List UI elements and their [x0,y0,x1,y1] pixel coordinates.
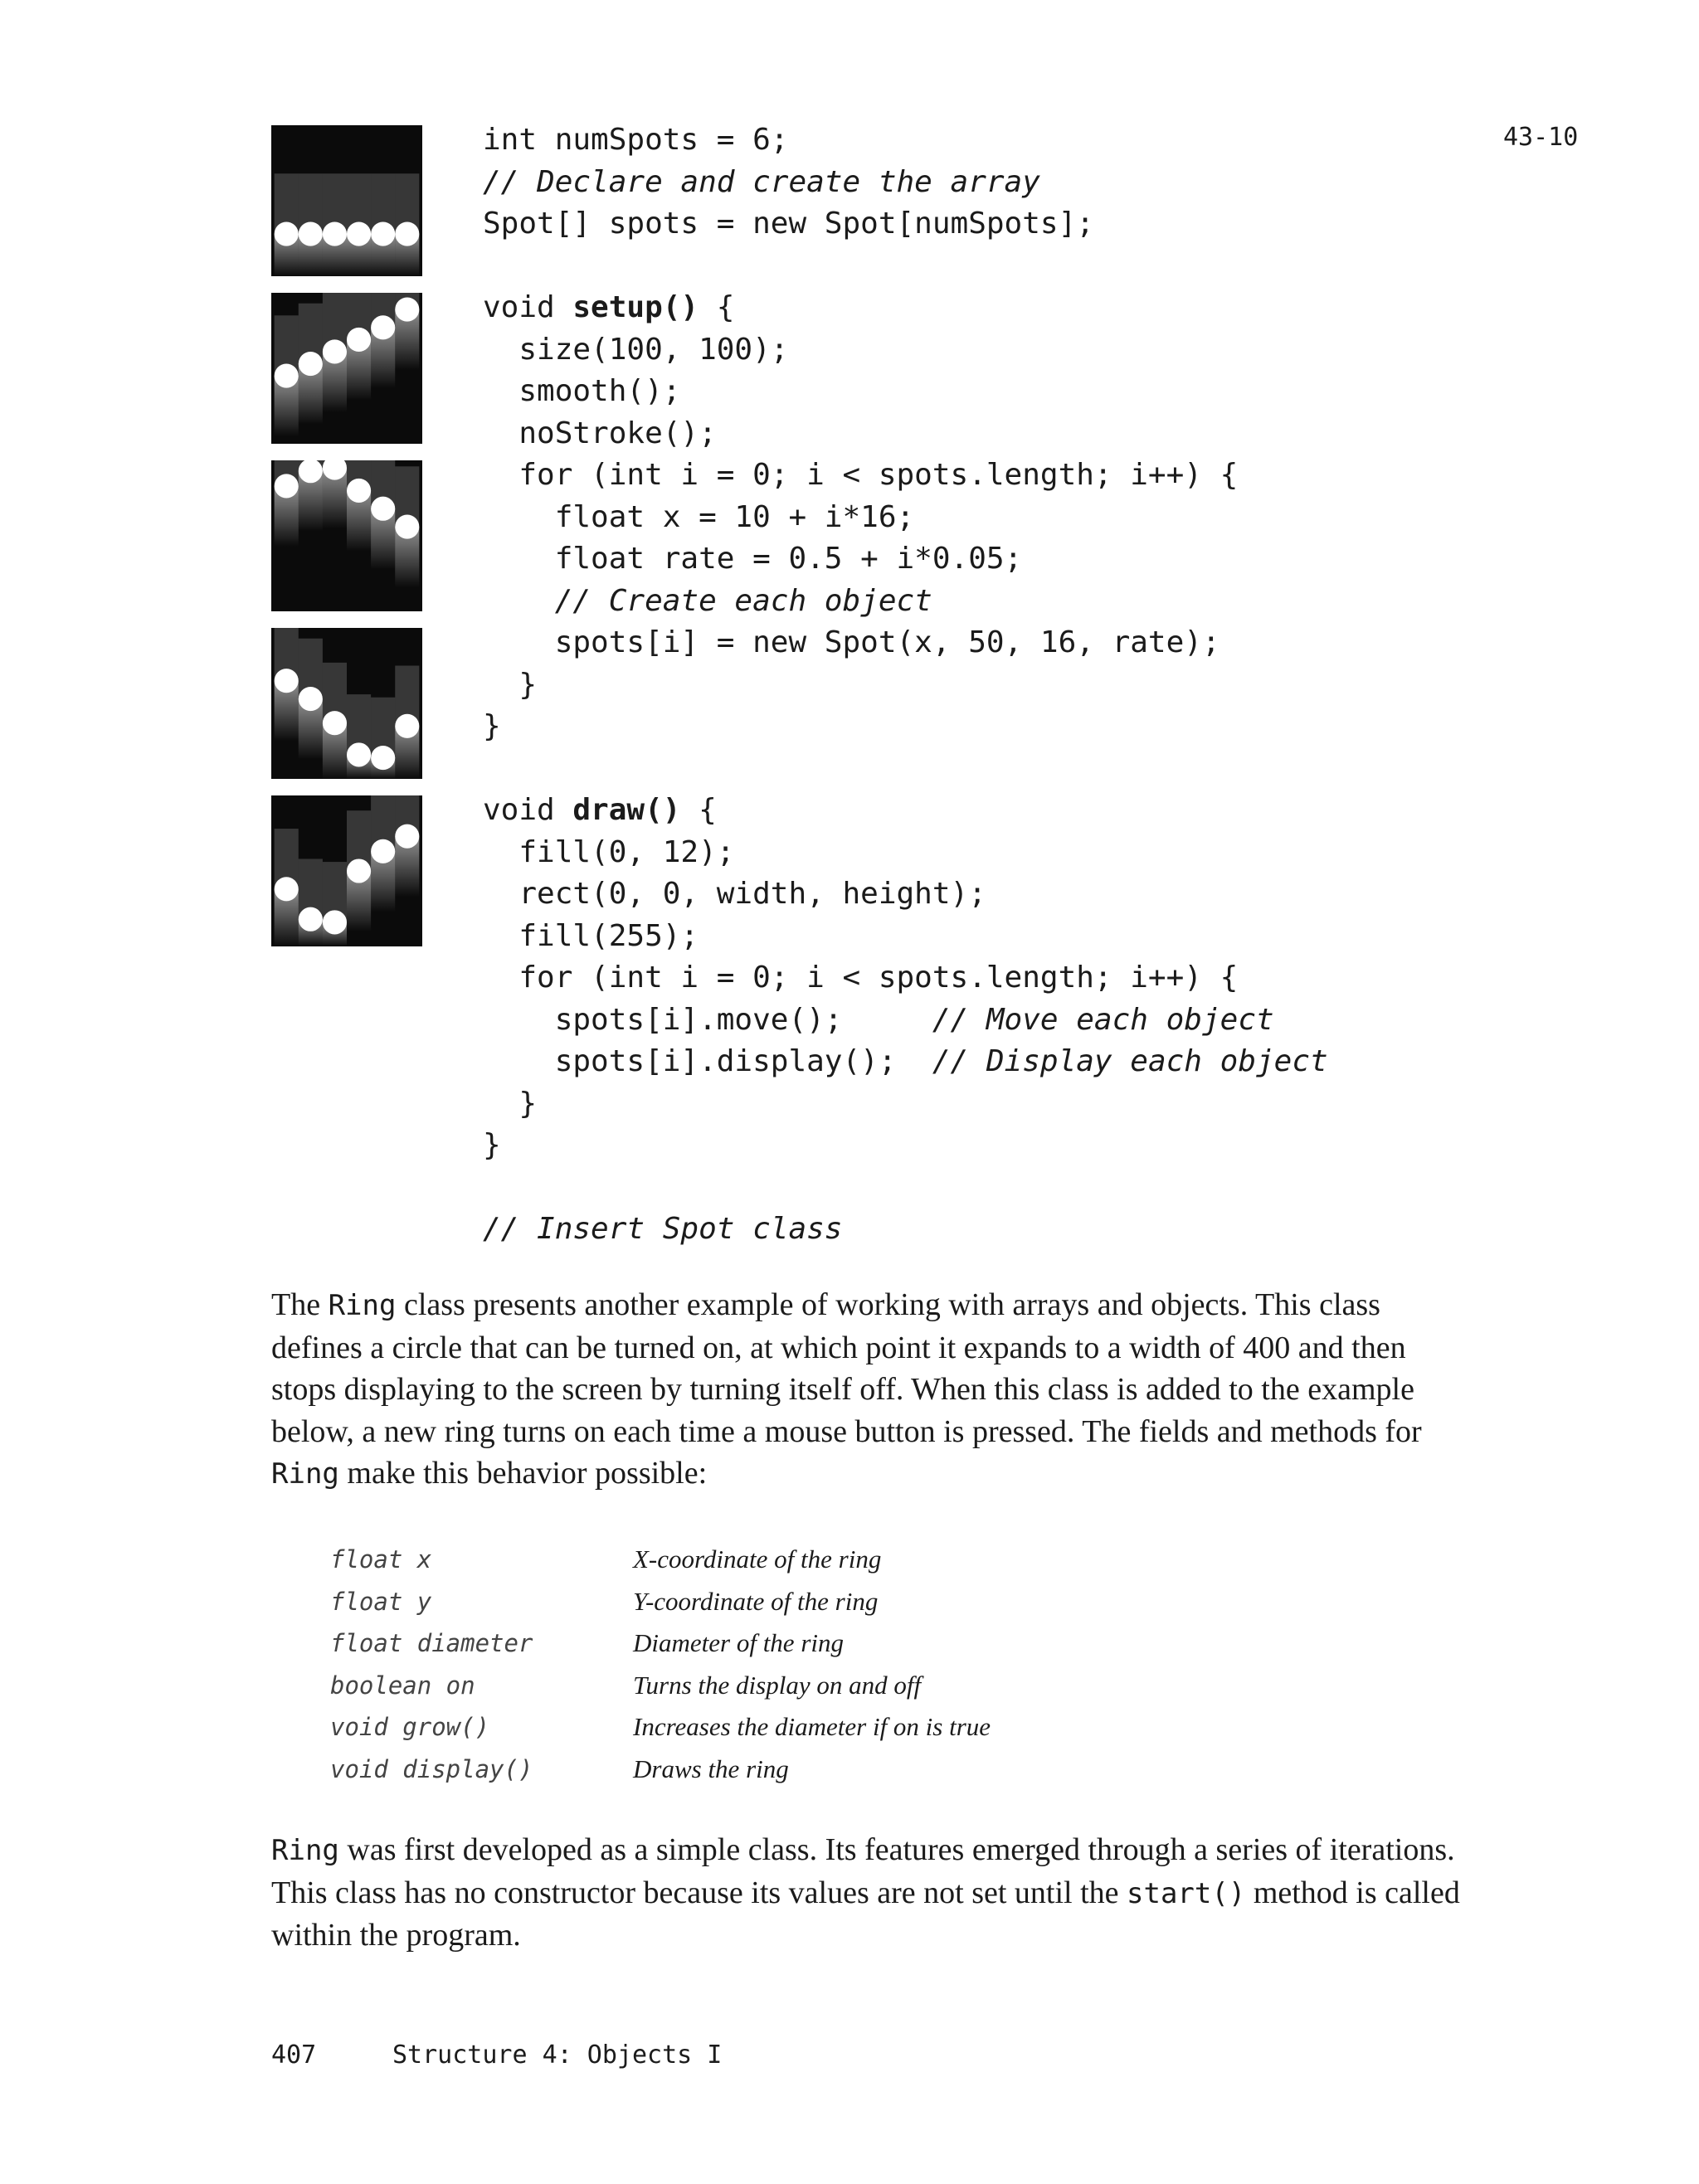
spot-circle [371,221,395,246]
field-signature: boolean on [330,1671,475,1700]
field-row [330,1706,991,1749]
paragraph-ring-intro [271,1284,1466,1496]
code-line [483,329,1328,372]
example-thumbnail [271,293,422,444]
spot-circle [347,479,371,503]
code-text: { [699,290,735,324]
code-line [483,916,1328,958]
spot-circle [371,839,395,863]
code-line [483,1041,1328,1083]
spot-circle [395,824,419,849]
paragraph-text: was first developed as a simple class. Its features emerged through a series of iterations. This class has no constructor because its values are not set until the [271,1832,1455,1910]
field-signature: void grow() [330,1713,490,1742]
spot-circle [395,515,419,539]
code-line [483,413,1328,455]
field-description: X-coordinate of the ring [633,1544,882,1574]
code-text: } [483,1086,538,1121]
code-line [483,622,1328,664]
code-text: rect(0, 0, width, height); [483,877,986,911]
code-line [483,1167,1328,1209]
field-row [330,1622,991,1665]
paragraph-ring-development [271,1829,1466,1957]
inline-code: Ring [271,1834,339,1867]
field-row [330,1665,991,1707]
paragraph-text: The [271,1287,329,1322]
code-line [483,581,1328,623]
field-description: Y-coordinate of the ring [633,1586,879,1616]
code-line [483,664,1328,707]
field-row [330,1749,991,1791]
field-row [330,1581,991,1623]
code-line [483,246,1328,288]
code-text: void [483,793,573,827]
code-text: for (int i = 0; i < spots.length; i++) { [483,458,1239,492]
code-line [483,957,1328,1000]
code-line [483,1083,1328,1126]
code-text: spots[i].display(); [483,1044,932,1078]
spot-circle [299,687,323,711]
inline-code: start() [1127,1876,1246,1910]
code-comment: // Move each object [932,1002,1274,1037]
code-text: Spot[] spots = new Spot[numSpots]; [483,207,1094,241]
code-comment: // Create each object [483,583,932,618]
spot-circle [347,859,371,883]
code-line [483,119,1328,162]
spot-circle [299,352,323,376]
spot-circle [299,907,323,931]
running-footer-section: Structure 4: Objects I [392,2041,723,2070]
code-text: fill(255); [483,918,699,953]
code-text: } [483,709,501,743]
field-signature: void display() [330,1754,533,1783]
code-function-name: setup() [572,290,699,324]
code-listing [483,119,1328,1251]
code-line [483,203,1328,246]
field-description: Increases the diameter if on is true [633,1712,991,1742]
spot-circle [275,474,299,498]
code-text: float rate = 0.5 + i*0.05; [483,542,1023,576]
code-line [483,1125,1328,1167]
spot-circle [275,364,299,388]
field-row [330,1539,991,1581]
inline-code: Ring [328,1289,397,1322]
folio-number: 407 [271,2041,317,2070]
ring-fields-table [330,1539,991,1790]
code-line [483,790,1328,832]
code-line [483,162,1328,204]
code-text: for (int i = 0; i < spots.length; i++) { [483,961,1239,995]
code-line [483,538,1328,581]
code-comment: // Declare and create the array [483,164,1040,199]
paragraph-text: method is called within the program. [271,1875,1460,1953]
code-text: } [483,667,538,702]
code-line [483,497,1328,539]
field-signature: float diameter [330,1629,533,1658]
spot-circle [371,746,395,770]
code-text: spots[i] = new Spot(x, 50, 16, rate); [483,625,1220,659]
spot-circle [323,339,347,363]
spot-circle [323,711,347,735]
code-text: int numSpots = 6; [483,123,789,157]
example-thumbnail [271,628,422,779]
spot-circle [395,221,419,246]
code-text: { [680,793,717,827]
field-signature: float y [330,1587,432,1616]
code-comment: // Insert Spot class [483,1212,843,1246]
code-line [483,455,1328,497]
inline-code: Ring [271,1457,339,1491]
spot-circle [395,297,419,321]
spot-circle [371,315,395,339]
example-thumbnail [271,125,422,276]
code-line [483,873,1328,916]
spot-circle [371,497,395,521]
example-thumbnails [271,125,422,963]
spot-circle [347,328,371,352]
code-line [483,748,1328,790]
field-signature: float x [330,1545,432,1574]
code-text: smooth(); [483,374,681,408]
page-footer [271,2041,722,2070]
field-description: Diameter of the ring [633,1628,844,1658]
paragraph-text: class presents another example of working with arrays and objects. This class defines a circle that can be turned on, at which point it expands to a width of 400 and then stops displaying to the screen by turning itself off. When this class is added to the example below, a new ring turns on each time a mouse button is pressed. The fields and methods for [271,1287,1422,1449]
code-text: spots[i].move(); [483,1002,932,1037]
code-function-name: draw() [572,793,681,827]
code-text: size(100, 100); [483,332,789,367]
field-description: Turns the display on and off [633,1670,922,1700]
spot-circle [299,221,323,246]
spot-circle [275,221,299,246]
spot-circle [275,877,299,901]
code-line [483,1209,1328,1251]
code-comment: // Display each object [932,1044,1328,1078]
field-description: Draws the ring [633,1754,789,1783]
code-text: fill(0, 12); [483,834,735,869]
code-line [483,1000,1328,1042]
code-text: void [483,290,573,324]
code-line [483,832,1328,874]
spot-circle [347,221,371,246]
code-line [483,287,1328,329]
code-text: noStroke(); [483,416,717,450]
example-thumbnail [271,460,422,611]
spot-circle [347,742,371,766]
example-thumbnail [271,795,422,946]
spot-circle [275,669,299,693]
code-line [483,371,1328,413]
spot-circle [323,910,347,934]
code-text: } [483,1128,501,1162]
spot-circle [395,714,419,738]
paragraph-text: make this behavior possible: [338,1456,708,1491]
page-number: 43-10 [1503,123,1579,152]
spot-circle [323,221,347,246]
code-text: float x = 10 + i*16; [483,499,915,534]
code-line [483,706,1328,748]
